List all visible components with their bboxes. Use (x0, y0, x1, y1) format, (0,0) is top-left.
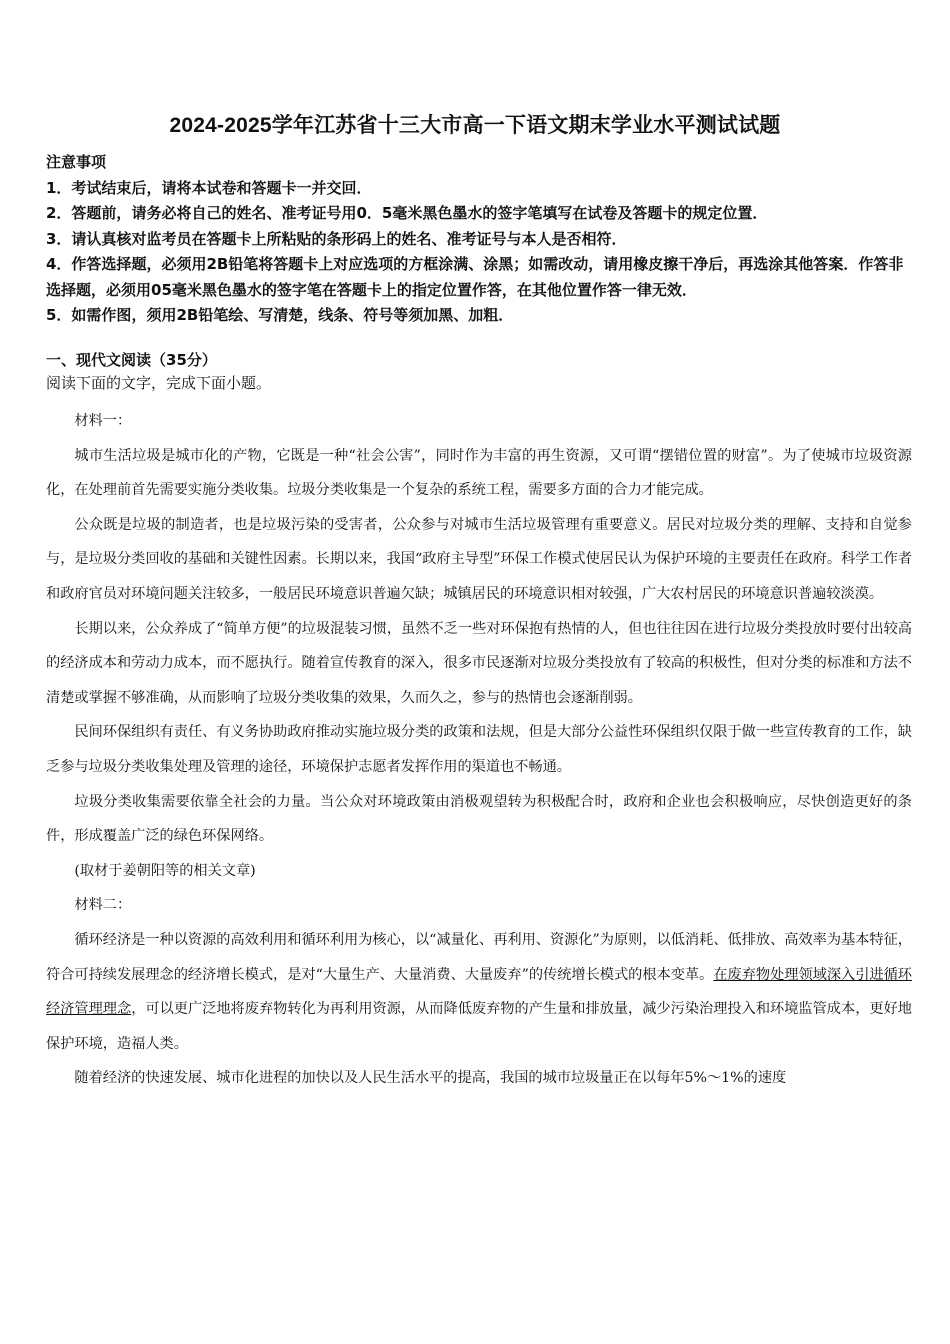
page-title: 2024-2025学年江苏省十三大市高一下语文期末学业水平测试试题 (169, 114, 781, 137)
section-header (46, 349, 918, 395)
reading-passage (46, 404, 912, 1096)
source-note: (取材于姜朝阳等的相关文章) (74, 862, 256, 879)
paragraph: 随着经济的快速发展、城市化进程的加快以及人民生活水平的提高，我国的城市垃圾量正在以每年5%～1%的速度 (74, 1070, 787, 1087)
paragraph: 长期以来，公众养成了“简单方便”的垃圾混装习惯，虽然不乏一些对环保抱有热情的人，但也往往因在进行垃圾分类投放时要付出较高的经济成本和劳动力成本，而不愿执行。随着宣传教育的深入，很多市民逐渐对垃圾分类投放有了较高的积极性，但对分类的标准和方法不清楚或掌握不够准确，从而影响了垃圾分类收集的效果，久而久之，参与的热情也会逐渐削弱。 (46, 620, 912, 706)
notice-item: 4．作答选择题，必须用2B铅笔将答题卡上对应选项的方框涂满、涂黑；如需改动，请用橡皮擦干净后，再选涂其他答案．作答非选择题，必须用05毫米黑色墨水的签字笔在答题卡上的指定位置作答，在其他位置作答一律无效． (46, 255, 904, 299)
paragraph: 民间环保组织有责任、有义务协助政府推动实施垃圾分类的政策和法规，但是大部分公益性环保组织仅限于做一些宣传教育的工作，缺乏参与垃圾分类收集处理及管理的途径，环境保护志愿者发挥作用的渠道也不畅通。 (46, 724, 912, 775)
section-instruction: 阅读下面的文字，完成下面小题。 (46, 374, 272, 392)
paragraph: 垃圾分类收集需要依靠全社会的力量。当公众对环境政策由消极观望转为积极配合时，政府和企业也会积极响应，尽快创造更好的条件，形成覆盖广泛的绿色环保网络。 (46, 793, 912, 845)
notice-heading: 注意事项 (46, 153, 107, 171)
paragraph: 公众既是垃圾的制造者，也是垃圾污染的受害者，公众参与对城市生活垃圾管理有重要意义。居民对垃圾分类的理解、支持和自觉参与，是垃圾分类回收的基础和关键性因素。长期以来，我国“政府主导型”环保工作模式使居民认为保护环境的主要责任在政府。科学工作者和政府官员对环境问题关注较多，一般居民环境意识普遍欠缺；城镇居民的环境意识相对较强，广大农村居民的环境意识普遍较淡漠。 (46, 516, 912, 602)
notice-item: 5．如需作图，须用2B铅笔绘、写清楚，线条、符号等须加黑、加粗． (46, 306, 514, 324)
material-label: 材料一： (74, 413, 132, 429)
notice-block (46, 150, 918, 329)
notice-item: 1．考试结束后，请将本试卷和答题卡一并交回． (46, 178, 372, 197)
material-label: 材料二： (74, 897, 132, 914)
notice-item: 2．答题前，请务必将自己的姓名、准考证号用0．5毫米黑色墨水的签字笔填写在试卷及答题卡的规定位置． (46, 204, 768, 222)
paragraph: 城市生活垃圾是城市化的产物，它既是一种“社会公害”，同时作为丰富的再生资源，又可谓“摆错位置的财富”。为了使城市垃圾资源化，在处理前首先需要实施分类收集。垃圾分类收集是一个复杂的系统工程，需要多方面的合力才能完成。 (46, 447, 912, 499)
text-run: 循环经济是一种以资源的高效利用和循环利用为核心，以“减量化、再利用、资源化”为原则，以低消耗、低排放、高效率为基本特征，符合可持续发展理念的经济增长模式，是对“大量生产、大量消费、大量废弃”的传统增长模式的根本变革。 (46, 931, 912, 983)
text-run: ，可以更广泛地将废弃物转化为再利用资源，从而降低废弃物的产生量和排放量，减少污染治理投入和环境监管成本，更好地保护环境，造福人类。 (46, 1001, 912, 1052)
section-title: 一、现代文阅读（35分） (46, 351, 217, 369)
paragraph (46, 923, 912, 1061)
underlined-phrase: 在废弃物处理领域深入引进循环经济管理理念 (46, 966, 912, 1018)
notice-item: 3．请认真核对监考员在答题卡上所粘贴的条形码上的姓名、准考证号与本人是否相符． (46, 229, 627, 248)
